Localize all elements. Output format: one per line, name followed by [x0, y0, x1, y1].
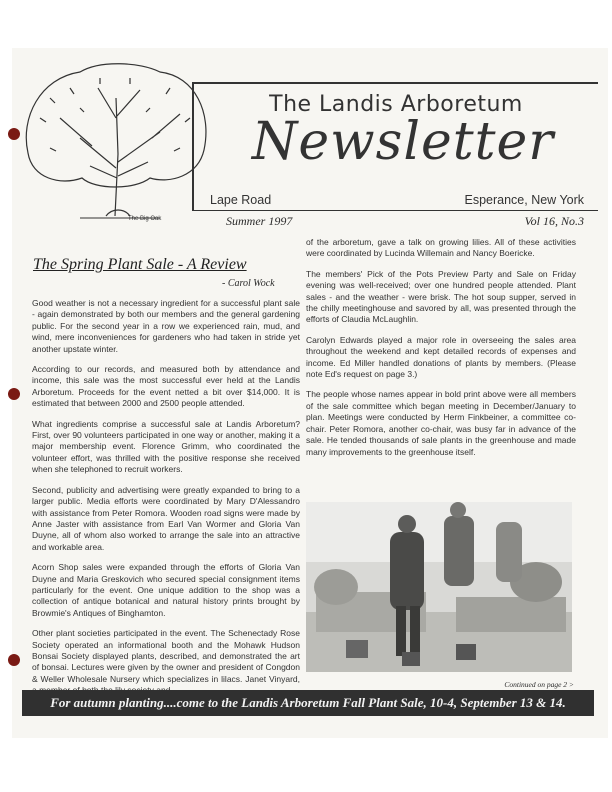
paragraph: According to our records, and measured both by attendance and income, this sale was the most successful ever held at the Landis Arboretum. Proceeds for the event netted a bit over $14,000. It is estimated that between 2000 and 2500 people attended.: [32, 364, 300, 409]
binder-hole-icon: [8, 388, 20, 400]
issue-volume: Vol 16, No.3: [524, 214, 584, 228]
continued-note: Continued on page 2 >: [504, 680, 574, 689]
paragraph: The people whose names appear in bold print above were all members of the sale committee which began meeting in December/January to plan. Meetings were conducted by Herm Finkbeiner, a committee co-chair. Peter Romora, another co-chair, was busy far in advance of the sale. He tended thousands of sale plants in the greenhouse and made many improvements to the greenhouse itself.: [306, 389, 576, 457]
fall-sale-banner: For autumn planting....come to the Landis Arboretum Fall Plant Sale, 10-4, September 13 & 14.: [22, 690, 594, 716]
paragraph: The members' Pick of the Pots Preview Party and Sale on Friday evening was well-received; over one hundred people attended. Plant sales - and the weather - were brisk. The hot soup supper, served in the chilly meetinghouse and savored by all, was presented through the efforts of Claudia McLaughlin.: [306, 268, 576, 325]
masthead-rule-top: [192, 82, 598, 84]
paragraph: Good weather is not a necessary ingredient for a successful plant sale - again demonstrated by both our members and the general gardening public. For the second year in a row we experienced rain, mud, and wind, mere inconveniences for gardeners who had taken in stride yet another upstate winter.: [32, 298, 300, 354]
tree-caption: The Big Oak: [128, 216, 162, 222]
binder-hole-icon: [8, 128, 20, 140]
paragraph: What ingredients comprise a successful sale at Landis Arboretum? First, over 90 volunteers participated in one way or another, making it a major membership event. Florence Grimm, who coordinated the volunteer effort, was thrilled with the positive response she received when she telephoned to recruit workers.: [32, 418, 300, 475]
oak-tree-illustration: [20, 58, 210, 228]
address-town: Esperance, New York: [464, 193, 584, 207]
paragraph: Carolyn Edwards played a major role in overseeing the sales area throughout the weekend and kept detailed records of expenses and income. Ed Miller handled donations of plants by members. (Please note Ed's request on page 3.): [306, 334, 576, 380]
article-headline: The Spring Plant Sale - A Review: [33, 256, 247, 273]
paragraph: of the arboretum, gave a talk on growing lilies. All of these activities were coordinated by Lucinda Willemain and Nancy Boericke.: [306, 237, 576, 259]
paragraph: Other plant societies participated in the event. The Schenectady Rose Society operated an informational booth and the Mohawk Hudson Bonsai Society displayed plants, described, and demonstrated the art of bonsai. Lectures were given by the owner and president of Congdon & Weller Wholesale Nursery which specializes in lilacs. Janet Vinyard,: [32, 628, 300, 684]
paragraph: Acorn Shop sales were expanded through the efforts of Gloria Van Duyne and Maria Greskovich who secured special consignment items particularly for the event. One unique addition to the shop was a collection of antique botanical and natural history prints brought by Browmie's Antiques of Binghamton.: [32, 562, 300, 618]
newsletter-wordmark: Newsletter: [251, 112, 555, 172]
article-left-column: [32, 298, 300, 706]
paragraph: Second, publicity and advertising were greatly expanded to bring to a larger public. Media efforts were coordinated by Mary D'Alessandro with assistance from Peter Romora. Wooden road signs were made by Anne Jaster with assistance from Earl Van Wormer and Gloria Van Duyne, all of whom also worked to arrange the sale into an attractive and workable area.: [32, 484, 300, 552]
address-road: Lape Road: [210, 193, 272, 207]
issue-rule: [192, 210, 598, 211]
issue-season: Summer 1997: [226, 214, 293, 228]
article-right-column: [306, 237, 576, 467]
binder-hole-icon: [8, 654, 20, 666]
org-title: The Landis Arboretum: [269, 92, 523, 117]
plant-sale-photo: [306, 502, 572, 672]
article-byline: - Carol Wock: [222, 278, 275, 289]
masthead-rule-left: [192, 82, 194, 210]
